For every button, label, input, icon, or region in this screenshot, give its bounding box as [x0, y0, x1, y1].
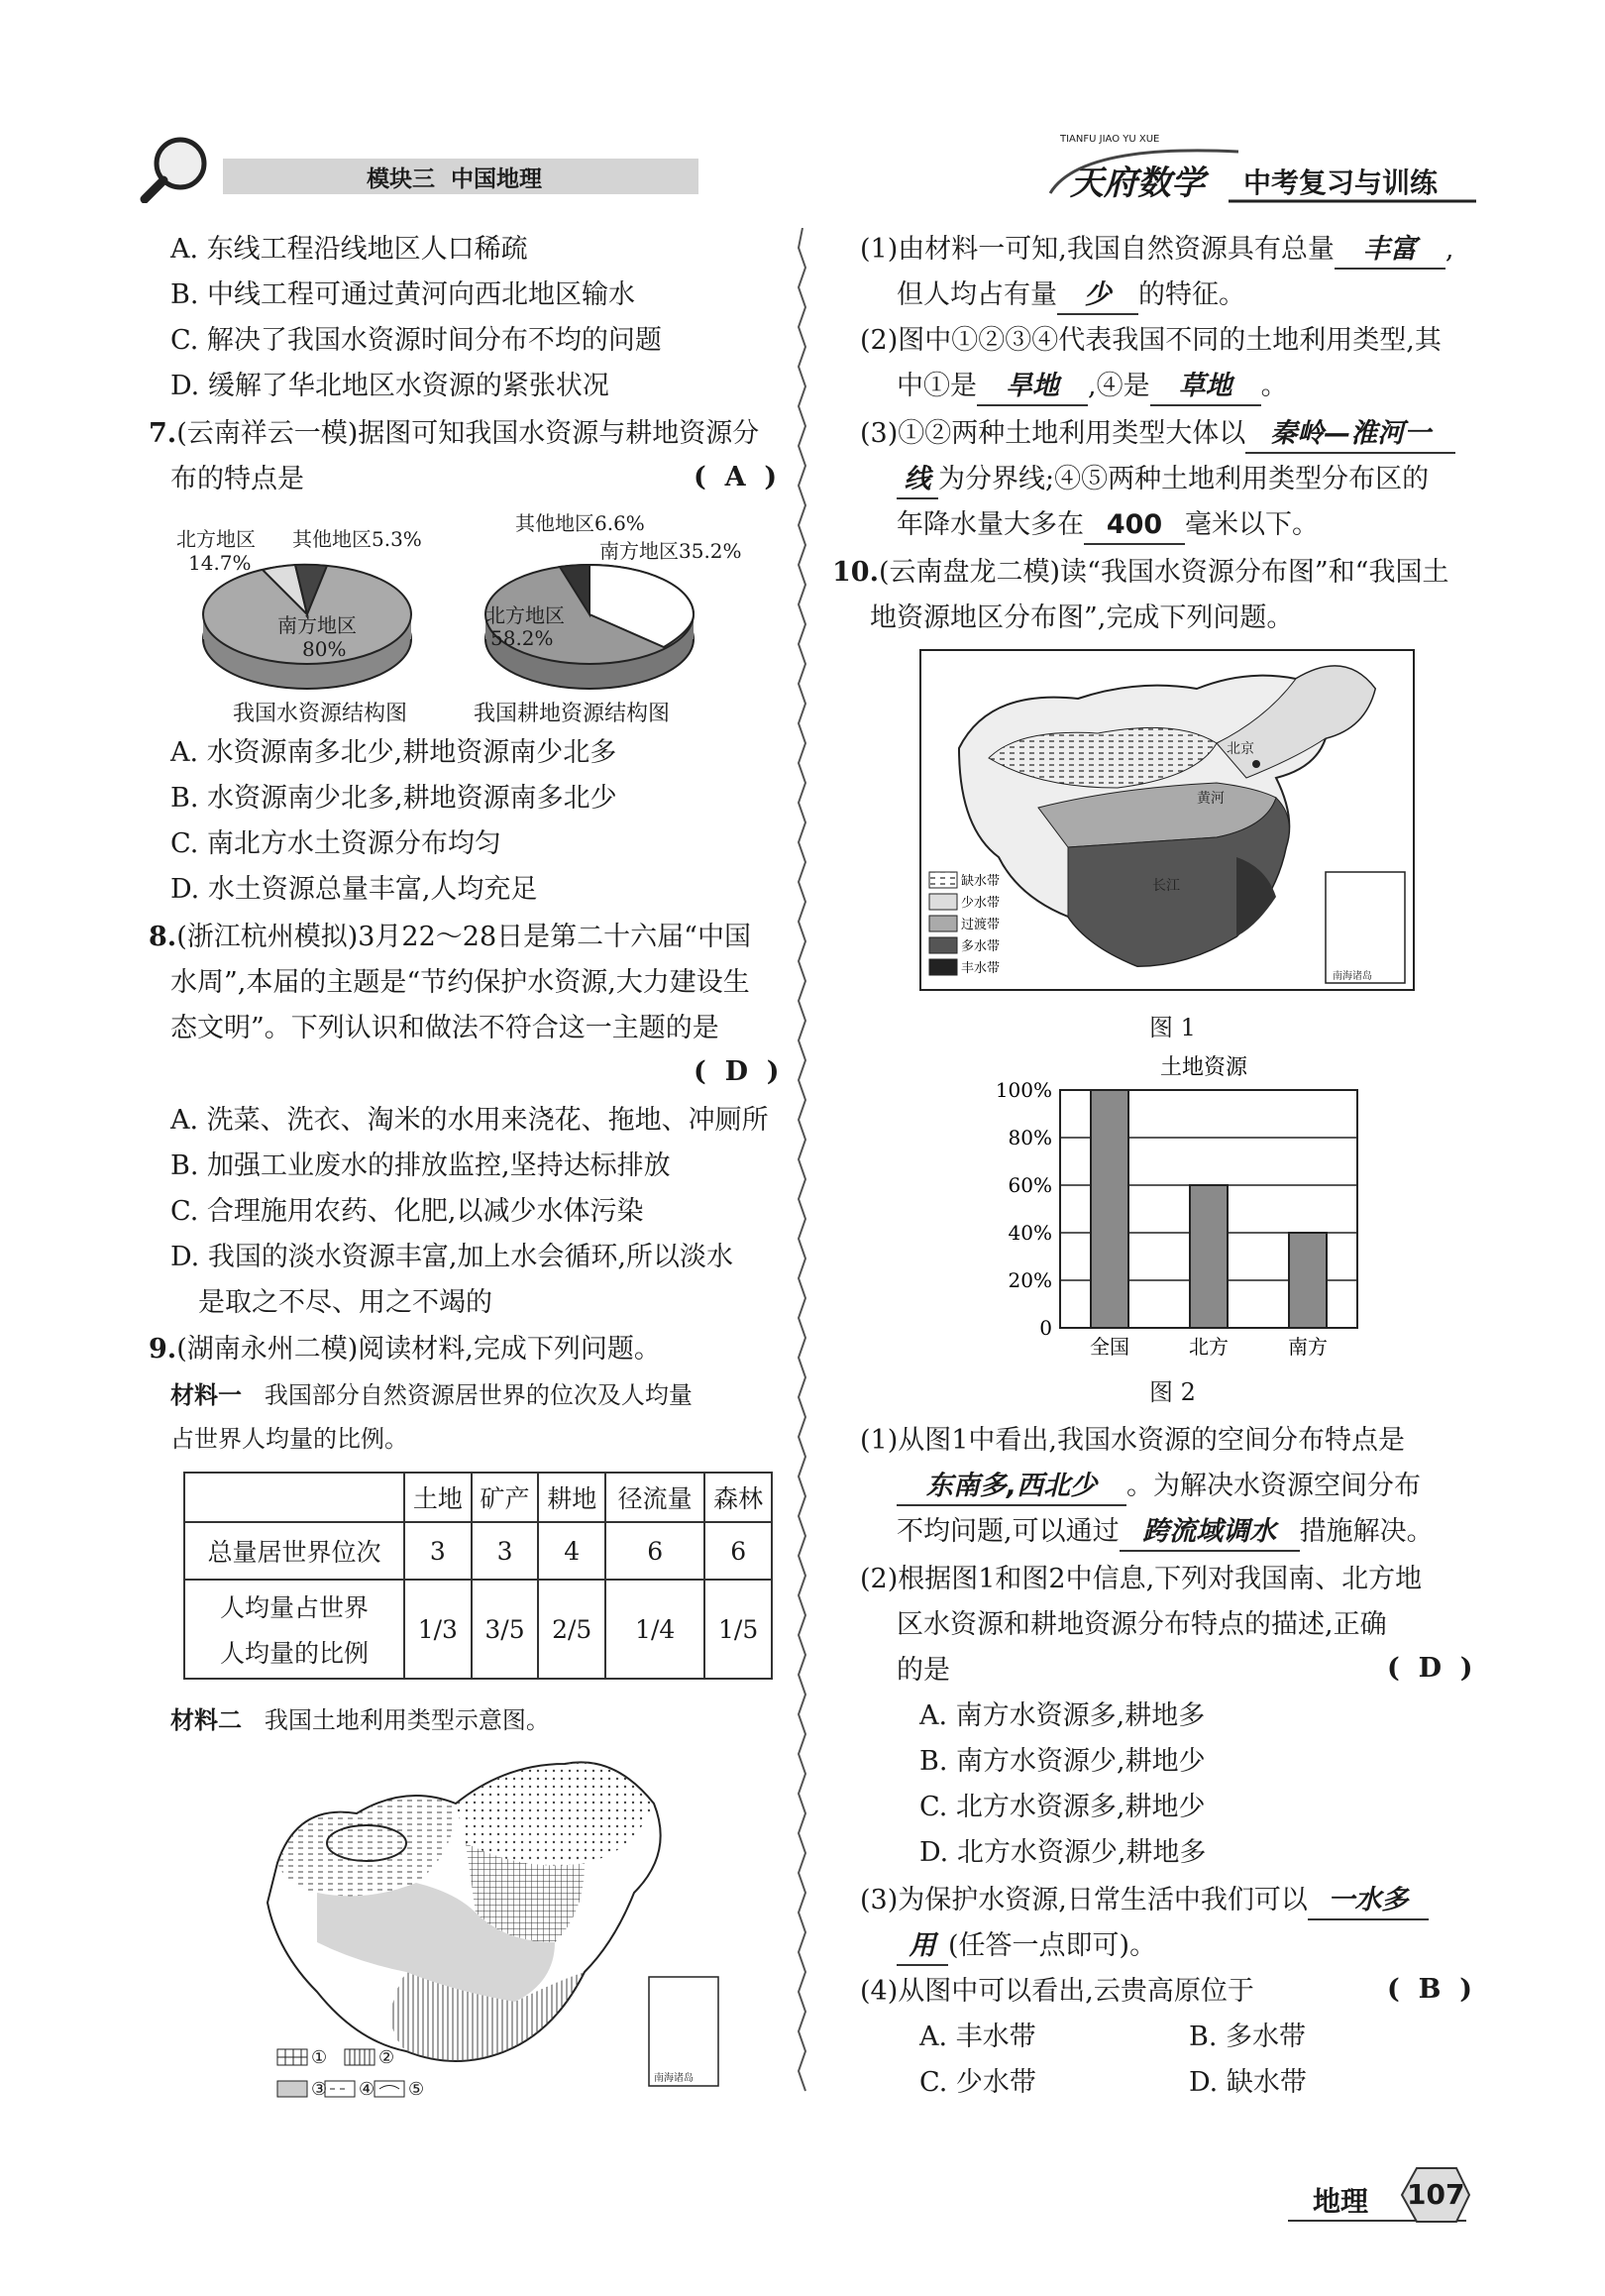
legend-item: 少水带 — [961, 896, 1001, 911]
table-cell: 3/5 — [472, 1580, 539, 1679]
q8-option-d-cont: 是取之不尽、用之不竭的 — [198, 1287, 492, 1318]
y-tick-label: 60% — [1008, 1173, 1052, 1197]
answer-blank: 400 — [1084, 507, 1185, 545]
brand-subtitle: 中考复习与训练 — [1243, 166, 1439, 199]
q7-option-b: B. 水资源南少北多,耕地资源南多北少 — [170, 783, 617, 814]
table-header: 矿产 — [472, 1473, 539, 1522]
answer-blank: 少 — [1057, 277, 1138, 315]
q10-p2-cont: 区水资源和耕地资源分布特点的描述,正确 — [897, 1609, 1387, 1640]
legend-item: 丰水带 — [961, 961, 1001, 976]
answer-blank: 跨流域调水 — [1120, 1514, 1300, 1552]
legend-3: ③ — [311, 2079, 328, 2100]
table-cell: 1/4 — [605, 1580, 704, 1679]
y-tick-label: 80% — [1008, 1126, 1052, 1149]
land-resource-bar-chart — [991, 1050, 1387, 1367]
table-cell: 1/3 — [404, 1580, 472, 1679]
q10-p4-option-c: C. 少水带 — [919, 2067, 1036, 2098]
q10-p2-cont2: 的是 — [897, 1655, 950, 1686]
q9-p1: (1)由材料一可知,我国自然资源具有总量 丰富 , — [860, 232, 1453, 270]
pie1-label-south: 南方地区 — [277, 613, 357, 637]
q9-p3: (3)①②两种土地利用类型大体以 秦岭—淮河一 — [860, 416, 1455, 454]
q9-p3-cont2: 年降水量大多在 400 毫米以下。 — [897, 507, 1319, 545]
pie1-caption: 我国水资源结构图 — [233, 702, 408, 726]
q10-stem-cont: 地资源地区分布图”,完成下列问题。 — [870, 602, 1294, 633]
table-row — [184, 1522, 772, 1580]
pie1-label-other: 其他地区5.3% — [292, 527, 422, 551]
table-header: 径流量 — [605, 1473, 704, 1522]
bar-北方 — [1190, 1185, 1228, 1328]
q10-p3: (3)为保护水资源,日常生活中我们可以 一水多 — [860, 1883, 1429, 1920]
q10-p2-option-c: C. 北方水资源多,耕地少 — [919, 1792, 1206, 1822]
legend-item: 过渡带 — [961, 918, 1001, 932]
beijing-marker — [1252, 760, 1260, 768]
table-header: 森林 — [704, 1473, 772, 1522]
table-cell: 3 — [472, 1522, 539, 1580]
q6-option-d: D. 缓解了华北地区水资源的紧张状况 — [170, 371, 609, 401]
huanghe-label: 黄河 — [1197, 791, 1225, 807]
module-title — [367, 161, 542, 193]
q10-p1: (1)从图1中看出,我国水资源的空间分布特点是 — [860, 1425, 1406, 1456]
pie1-label-north-val: 14.7% — [188, 551, 252, 575]
answer-blank: 用 — [897, 1928, 948, 1966]
q8-option-c: C. 合理施用农药、化肥,以减少水体污染 — [170, 1196, 644, 1227]
bar-南方 — [1289, 1233, 1327, 1328]
table-header: 耕地 — [538, 1473, 605, 1522]
fig2-caption: 图 2 — [1149, 1378, 1196, 1406]
q7-answer: ( A ) — [694, 462, 778, 492]
q9-stem: 9.(湖南永州二模)阅读材料,完成下列问题。 — [149, 1334, 661, 1365]
legend-2: ② — [378, 2047, 395, 2068]
table-cell: 6 — [605, 1522, 704, 1580]
q10-p3-cont: 用 (任答一点即可)。 — [897, 1928, 1156, 1966]
q9-p1-cont: 但人均占有量 少 的特征。 — [897, 277, 1245, 315]
q9-material1: 材料一 我国部分自然资源居世界的位次及人均量 — [170, 1380, 693, 1409]
table-header: 土地 — [404, 1473, 472, 1522]
x-tick-label: 全国 — [1090, 1335, 1129, 1359]
q10-p1-cont2: 不均问题,可以通过 跨流域调水 措施解决。 — [897, 1514, 1434, 1552]
q10-p2-answer: ( D ) — [1387, 1653, 1473, 1684]
legend-1: ① — [311, 2047, 328, 2068]
y-tick-label: 100% — [995, 1078, 1052, 1102]
table-row-label: 总量居世界位次 — [184, 1522, 404, 1580]
brand-pinyin: TIANFU JIAO YU XUE — [1060, 134, 1160, 145]
q7-stem-line2: 布的特点是 — [170, 464, 304, 494]
answer-blank: 丰富 — [1335, 232, 1445, 270]
q6-option-c: C. 解决了我国水资源时间分布不均的问题 — [170, 325, 662, 356]
q10-p4-answer: ( B ) — [1387, 1974, 1472, 2005]
map-inset-label: 南海诸岛 — [1333, 971, 1372, 982]
table-cell: 1/5 — [704, 1580, 772, 1679]
land-use-legend — [275, 2044, 474, 2108]
q7-stem-line1: 7.(云南祥云一模)据图可知我国水资源与耕地资源分 — [149, 418, 760, 449]
q6-option-b: B. 中线工程可通过黄河向西北地区输水 — [170, 279, 636, 310]
q8-answer: ( D ) — [694, 1056, 780, 1087]
bar-全国 — [1091, 1090, 1128, 1328]
map-inset — [1326, 872, 1405, 983]
table-row-label: 人均量占世界 人均量的比例 — [184, 1580, 404, 1679]
brand-logo — [1040, 134, 1476, 203]
table-cell: 6 — [704, 1522, 772, 1580]
q9-p2-cont: 中①是 旱地 ,④是 草地 。 — [897, 369, 1288, 406]
page-number: 107 — [1407, 2178, 1465, 2211]
q9-material1-cont: 占世界人均量的比例。 — [170, 1425, 408, 1453]
pie2-caption: 我国耕地资源结构图 — [474, 702, 671, 726]
q10-p2-option-d: D. 北方水资源少,耕地多 — [919, 1837, 1207, 1868]
water-resource-map — [919, 649, 1415, 991]
y-tick-label: 0 — [1039, 1316, 1052, 1340]
q10-p4-option-a: A. 丰水带 — [919, 2022, 1036, 2052]
table-row — [184, 1580, 772, 1679]
answer-blank: 秦岭—淮河一 — [1245, 416, 1455, 454]
q6-option-a: A. 东线工程沿线地区人口稀疏 — [170, 234, 528, 265]
module-name: 中国地理 — [451, 166, 543, 192]
answer-blank: 草地 — [1150, 369, 1261, 406]
pie2-label-south: 南方地区35.2% — [599, 539, 742, 563]
table-cell: 3 — [404, 1522, 472, 1580]
q10-p4: (4)从图中可以看出,云贵高原位于 — [860, 1976, 1254, 2007]
q8-stem-line1: 8.(浙江杭州模拟)3月22～28日是第二十六届“中国 — [149, 922, 751, 952]
q9-p3-cont: 线 为分界线;④⑤两种土地利用类型分布区的 — [897, 462, 1429, 499]
map-inset — [649, 1977, 718, 2086]
q7-option-d: D. 水土资源总量丰富,人均充足 — [170, 874, 538, 905]
x-tick-label: 南方 — [1288, 1335, 1328, 1359]
q10-p2: (2)根据图1和图2中信息,下列对我国南、北方地 — [860, 1564, 1423, 1594]
module-label: 模块三 — [367, 166, 435, 192]
answer-blank: 旱地 — [977, 369, 1088, 406]
q10-p4-option-b: B. 多水带 — [1189, 2022, 1307, 2052]
q7-option-a: A. 水资源南多北少,耕地资源南少北多 — [170, 737, 617, 768]
legend-5: ⑤ — [408, 2079, 425, 2100]
table-cell: 4 — [538, 1522, 605, 1580]
q8-option-b: B. 加强工业废水的排放监控,坚持达标排放 — [170, 1150, 671, 1181]
answer-blank: 一水多 — [1308, 1883, 1429, 1920]
resource-table — [183, 1472, 773, 1680]
changjiang-label: 长江 — [1152, 878, 1180, 894]
brand-name: 天府数学 — [1070, 164, 1205, 203]
y-tick-label: 20% — [1008, 1268, 1052, 1292]
magnifier-icon — [139, 134, 213, 203]
x-tick-label: 北方 — [1189, 1335, 1229, 1359]
pie1-label-south-val: 80% — [302, 637, 347, 661]
chart-title: 土地资源 — [1159, 1055, 1248, 1080]
q8-option-d: D. 我国的淡水资源丰富,加上水会循环,所以淡水 — [170, 1242, 734, 1272]
beijing-label: 北京 — [1227, 741, 1254, 757]
pie2-label-other: 其他地区6.6% — [515, 511, 645, 535]
column-divider — [793, 228, 812, 2111]
answer-blank: 线 — [897, 462, 938, 499]
legend-item: 多水带 — [961, 939, 1001, 954]
legend-4: ④ — [359, 2079, 375, 2100]
q10-p2-option-a: A. 南方水资源多,耕地多 — [919, 1700, 1206, 1731]
pie2-label-north-val: 58.2% — [490, 626, 554, 650]
q9-p2: (2)图中①②③④代表我国不同的土地利用类型,其 — [860, 325, 1442, 356]
y-tick-label: 40% — [1008, 1221, 1052, 1245]
q8-stem-line2: 水周”,本届的主题是“节约保护水资源,大力建设生 — [170, 967, 750, 998]
q10-p2-option-b: B. 南方水资源少,耕地少 — [919, 1746, 1206, 1777]
q10-p4-option-d: D. 缺水带 — [1189, 2067, 1307, 2098]
footer-subject: 地理 — [1313, 2185, 1369, 2218]
table-cell: 2/5 — [538, 1580, 605, 1679]
q8-option-a: A. 洗菜、洗衣、淘米的水用来浇花、拖地、冲厕所 — [170, 1105, 769, 1136]
legend-item: 缺水带 — [961, 874, 1001, 889]
fig1-caption: 图 1 — [1149, 1014, 1196, 1041]
q8-stem-line3: 态文明”。下列认识和做法不符合这一主题的是 — [170, 1013, 719, 1043]
q10-p1-cont: 东南多,西北少 。为解决水资源空间分布 — [897, 1469, 1421, 1506]
q10-stem: 10.(云南盘龙二模)读“我国水资源分布图”和“我国土 — [832, 557, 1449, 588]
pie2-label-north: 北方地区 — [485, 603, 565, 627]
q9-material2: 材料二 我国土地利用类型示意图。 — [170, 1705, 550, 1734]
answer-blank: 东南多,西北少 — [897, 1469, 1126, 1506]
map-inset-label: 南海诸岛 — [654, 2073, 694, 2084]
pie1-label-north: 北方地区 — [176, 527, 256, 551]
q7-option-c: C. 南北方水土资源分布均匀 — [170, 828, 501, 859]
